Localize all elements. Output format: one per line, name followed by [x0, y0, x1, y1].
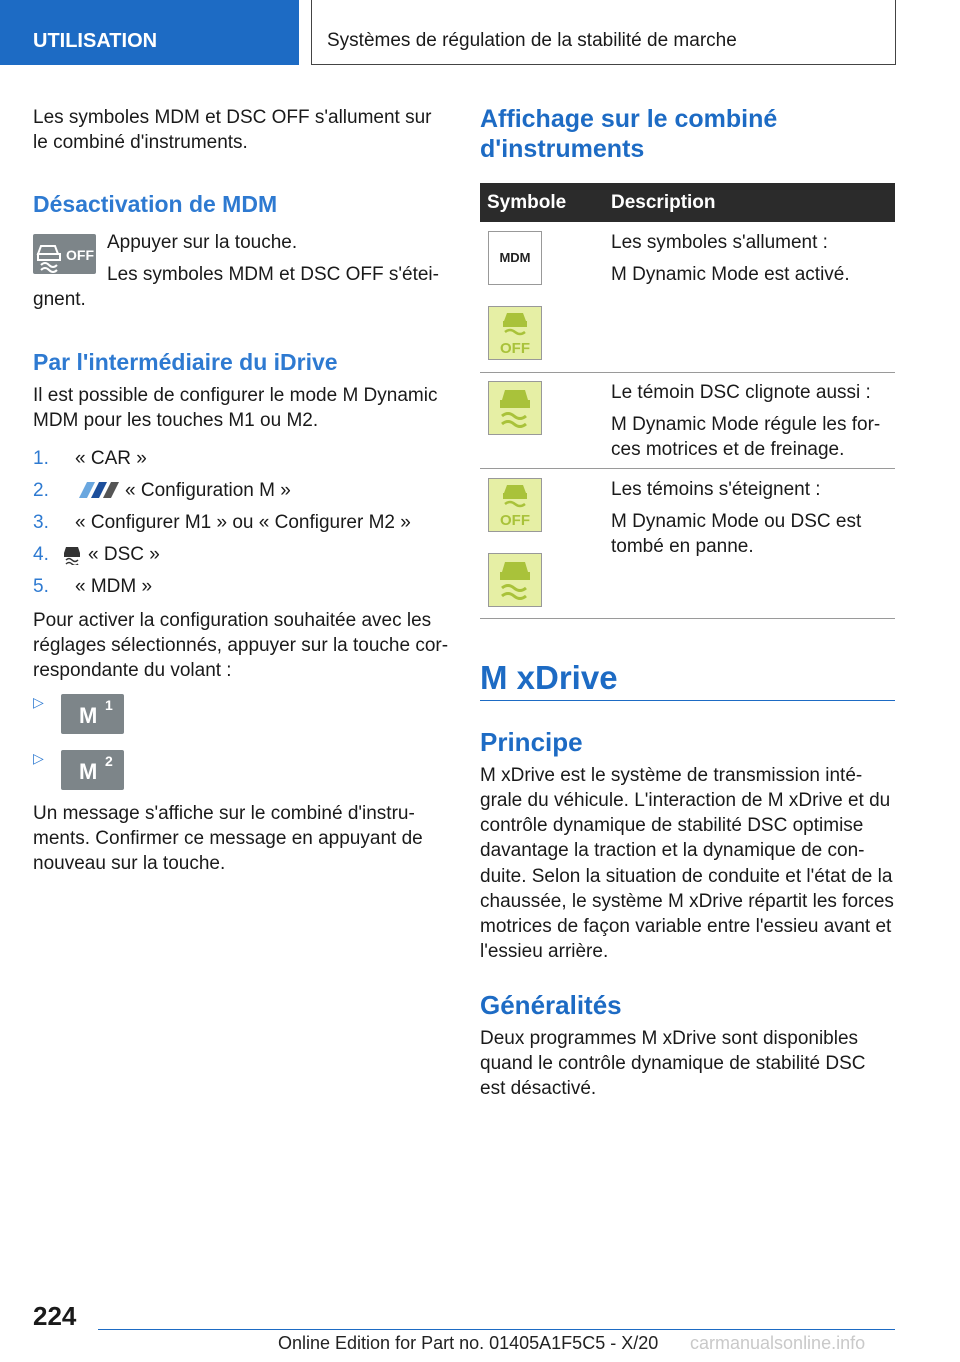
svg-text:OFF: OFF	[500, 340, 530, 357]
row3-desc-title: Les témoins s'éteignent :	[611, 479, 821, 500]
list-item: 1. « CAR »	[33, 448, 147, 469]
watermark: carmanualsonline.info	[690, 1333, 866, 1353]
row2-desc-line-1: M Dynamic Mode régule les for-	[611, 414, 881, 435]
dsc-symbol-icon	[488, 553, 542, 607]
bullet-m2: ▷	[33, 750, 44, 766]
mdm-instruction-2b: gnent.	[33, 289, 86, 310]
chapter-title: Systèmes de régulation de la stabilité de marche	[311, 0, 896, 65]
row1-desc-title: Les symboles s'allument :	[611, 232, 828, 253]
mdm-instruction-1: Appuyer sur la touche.	[107, 232, 298, 253]
principe-line-2: grale du véhicule. L'interaction de M xDrive et du	[480, 790, 891, 811]
principe-line-7: motrices de façon variable entre l'essieu avant et	[480, 916, 892, 937]
bullet-m1: ▷	[33, 694, 44, 710]
principe-line-6: chaussée, le système M xDrive répartit les forces	[480, 891, 894, 912]
mdm-symbol-icon: MDM	[488, 231, 542, 285]
m-stripes-icon	[73, 482, 119, 498]
principe-line-4: davantage la traction et la dynamique de con-	[480, 840, 865, 861]
dsc-off-symbol-icon	[488, 306, 542, 360]
m2-key-icon: M 2	[61, 750, 124, 790]
dsc-symbol-icon	[488, 381, 542, 435]
generalites-line-1: Deux programmes M xDrive sont disponibles	[480, 1028, 859, 1049]
table-header	[480, 183, 895, 222]
table-row-divider	[480, 618, 895, 619]
table-row-divider	[480, 372, 895, 373]
message-line-1: Un message s'affiche sur le combiné d'instru-	[33, 803, 415, 824]
dsc-icon	[63, 545, 81, 565]
idrive-line-1: Il est possible de configurer le mode M Dynamic	[33, 385, 438, 406]
principe-line-5: duite. Selon la situation de conduite et l'état de la	[480, 866, 893, 887]
message-line-2: ments. Confirmer ce message en appuyant de	[33, 828, 423, 849]
heading-mdm-deactivation: Désactivation de MDM	[33, 191, 278, 217]
col-description: Description	[611, 192, 716, 213]
svg-text:OFF: OFF	[500, 512, 530, 529]
intro-line-2: le combiné d'instruments.	[33, 132, 248, 153]
dsc-off-symbol-icon	[488, 478, 542, 532]
generalites-line-3: est désactivé.	[480, 1078, 597, 1099]
row3-desc-line-2: tombé en panne.	[611, 536, 754, 557]
activate-line-2: réglages sélectionnés, appuyer sur la touche cor-	[33, 635, 449, 656]
heading-rule	[480, 700, 895, 701]
page-number: 224	[33, 1301, 77, 1331]
table-row-divider	[480, 468, 895, 469]
principe-line-1: M xDrive est le système de transmission inté-	[480, 765, 863, 786]
heading-generalites: Généralités	[480, 990, 622, 1020]
list-item: 5. « MDM »	[33, 576, 153, 597]
row2-desc-title: Le témoin DSC clignote aussi :	[611, 382, 871, 403]
principe-line-8: l'essieu arrière.	[480, 941, 609, 962]
edition-text: Online Edition for Part no. 01405A1F5C5 - X/20	[278, 1333, 659, 1353]
mdm-instruction-2a: Les symboles MDM et DSC OFF s'étei-	[107, 264, 439, 285]
activate-line-1: Pour activer la configuration souhaitée avec les	[33, 610, 432, 631]
row2-desc-line-2: ces motrices et de freinage.	[611, 439, 845, 460]
activate-line-3: respondante du volant :	[33, 660, 232, 681]
message-line-3: nouveau sur la touche.	[33, 853, 226, 874]
list-item: 3. « Configurer M1 » ou « Configurer M2 »	[33, 512, 411, 533]
heading-display-1: Affichage sur le combiné	[480, 105, 778, 133]
footer-rule	[98, 1329, 895, 1330]
generalites-line-2: quand le contrôle dynamique de stabilité DSC	[480, 1053, 866, 1074]
heading-idrive: Par l'intermédiaire du iDrive	[33, 349, 338, 375]
row1-desc-text: M Dynamic Mode est activé.	[611, 264, 850, 285]
col-symbol: Symbole	[487, 192, 567, 213]
idrive-line-2: MDM pour les touches M1 ou M2.	[33, 410, 319, 431]
intro-line-1: Les symboles MDM et DSC OFF s'allument sur	[33, 107, 432, 128]
heading-display-2: d'instruments	[480, 135, 645, 163]
heading-principe: Principe	[480, 727, 583, 757]
list-item: 4. « DSC »	[33, 544, 160, 565]
row3-desc-line-1: M Dynamic Mode ou DSC est	[611, 511, 862, 532]
section-tab: UTILISATION	[0, 0, 299, 65]
heading-m-xdrive: M xDrive	[480, 659, 618, 696]
dsc-off-key-icon	[33, 234, 96, 274]
list-item: 2. « Configuration M »	[33, 480, 291, 501]
key-off-label: OFF	[66, 247, 94, 263]
principe-line-3: contrôle dynamique de stabilité DSC optimise	[480, 815, 864, 836]
m1-key-icon: M 1	[61, 694, 124, 734]
